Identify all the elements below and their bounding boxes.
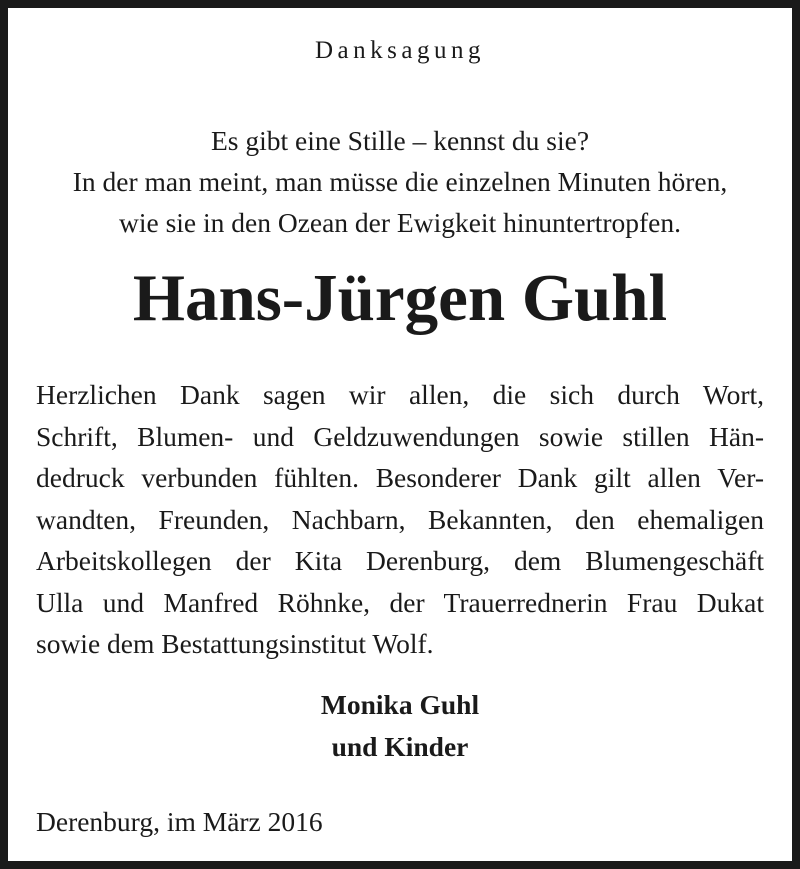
body-line: Schrift, Blumen- und Geldzuwendungen sowie stillen Hän- (36, 420, 764, 452)
place-and-date: Derenburg, im März 2016 (36, 806, 323, 837)
signature-line: und Kinder (331, 731, 469, 762)
poem-line: In der man meint, man müsse die einzelnen Minuten hören, (72, 166, 728, 197)
poem-verse (8, 120, 792, 243)
poem-line: Es gibt eine Stille – kennst du sie? (210, 125, 590, 156)
signature-line: Monika Guhl (320, 689, 480, 720)
deceased-name: Hans-Jürgen Guhl (132, 261, 668, 335)
poem-line: wie sie in den Ozean der Ewigkeit hinuntertropfen. (118, 207, 682, 238)
notice-heading: Danksagung (315, 37, 485, 64)
body-line: wandten, Freunden, Nachbarn, Bekannten, den ehemaligen (36, 503, 764, 535)
thank-you-text (36, 374, 764, 665)
body-line: sowie dem Bestattungsinstitut Wolf. (36, 628, 434, 659)
body-line: dedruck verbunden fühlten. Besonderer Dank gilt allen Ver- (36, 462, 764, 493)
signature-block (8, 684, 792, 768)
body-line: Arbeitskollegen der Kita Derenburg, dem Blumengeschäft (36, 545, 764, 576)
body-line: Ulla und Manfred Röhnke, der Trauerrednerin Frau Dukat (36, 586, 764, 618)
body-line: Herzlichen Dank sagen wir allen, die sich durch Wort, (36, 379, 764, 410)
